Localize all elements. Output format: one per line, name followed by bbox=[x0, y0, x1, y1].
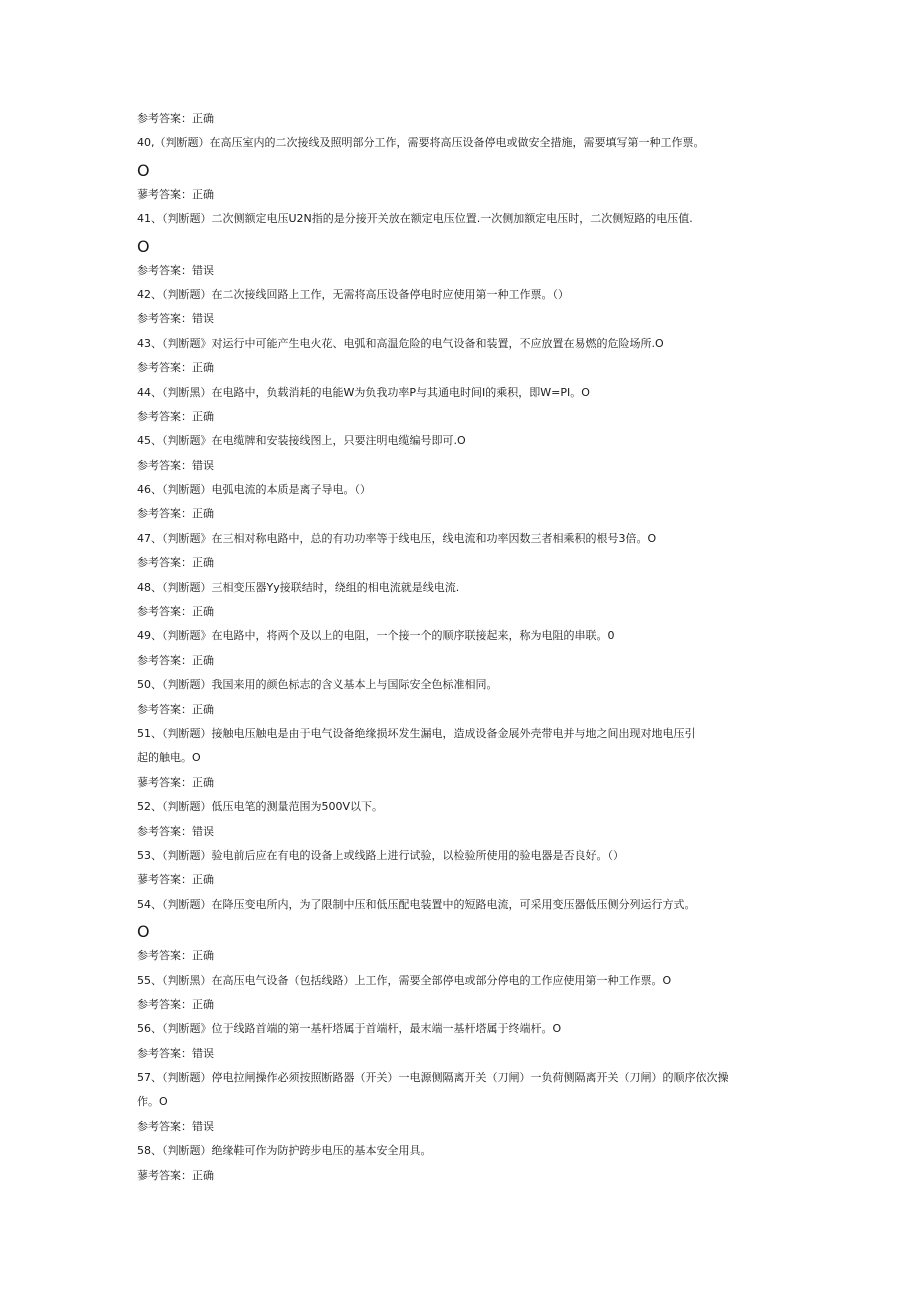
answer-line: 参考答案：错误 bbox=[137, 824, 214, 838]
question-line: 50、（判断题）我国来用的颜色标志的含义基本上与国际安全色标准相同。 bbox=[137, 678, 498, 692]
question-line: 42、（判断题）在二次接线回路上工作，无需将高压设备停电时应使用第一种工作票。（） bbox=[137, 287, 569, 301]
question-line: 51、（判断题）接触电压触电是由于电气设备绝缘损坏发生漏电，造成设备金展外壳带电并与地之间出现对地电压引 bbox=[137, 726, 696, 740]
question-line: 53、（判断题）验电前后应在有电的设备上或线路上进行试验，以检验所使用的验电器是否良好。（） bbox=[137, 848, 624, 862]
answer-line: 参考答案：正确 bbox=[137, 653, 214, 667]
answer-line: 蓼考答案：正确 bbox=[137, 775, 214, 789]
question-line: 56、（判断题》位于线路首端的第一基杆塔属于首端杆，最末端一基杆塔属于终端杆。O bbox=[137, 1022, 562, 1036]
answer-line: 参考答案：错误 bbox=[137, 1046, 214, 1060]
answer-line: 参考答案：正确 bbox=[137, 361, 214, 375]
question-line: 54、（判断题）在降压变电所内，为了限制中压和低压配电装置中的短路电流，可采用变压器低压侧分列运行方式。 bbox=[137, 897, 696, 911]
answer-line: 参考答案：错误 bbox=[137, 458, 214, 472]
answer-blank-marker: O bbox=[137, 160, 150, 180]
answer-line: 参考答案：错误 bbox=[137, 263, 214, 277]
question-continuation: 起的触电。O bbox=[137, 751, 201, 765]
question-continuation: 作。O bbox=[137, 1095, 168, 1109]
question-line: 41、（判断题）二次侧额定电压U2N指的是分接开关放在额定电压位置.一次侧加额定电压时，二次侧短路的电压值. bbox=[137, 212, 693, 226]
answer-line: 蓼考答案：正确 bbox=[137, 187, 214, 201]
question-line: 55、（判断黑）在高压电气设备（包括线路）上工作，需要全部停电或部分停电的工作应使用第一种工作票。O bbox=[137, 973, 672, 987]
answer-line: 参考答案：正确 bbox=[137, 112, 214, 125]
answer-line: 蓼考答案：正确 bbox=[137, 1168, 214, 1182]
question-line: 43、（判断题》对运行中可能产生电火花、电弧和高温危险的电气设备和装置，不应放置在易燃的危险场所.O bbox=[137, 336, 664, 350]
question-line: 40,（判断题）在高压室内的二次接线及照明部分工作，需要将高压设备停电或做安全措施，需要填写第一种工作票。 bbox=[137, 136, 705, 150]
answer-line: 参考答案：错误 bbox=[137, 1119, 214, 1133]
question-line: 57、（判断题）停电拉闸操作必须按照断路器（开关）一电源侧隔离开关（刀闸）一负荷侧隔离开关（刀闸）的顺序依次操 bbox=[137, 1071, 729, 1085]
question-line: 44、（判断黑）在电路中，负载消耗的电能W为负我功率P与其通电时间I的乘积，即W=PI。O bbox=[137, 385, 590, 399]
answer-blank-marker: O bbox=[137, 922, 150, 942]
question-line: 49、（判断题》在电路中，将两个及以上的电阻，一个接一个的顺序联接起来，称为电阻的串联。0 bbox=[137, 629, 615, 643]
answer-line: 参考答案：正确 bbox=[137, 702, 214, 716]
question-line: 47、（判断题》在三相对称电路中，总的有功功率等于线电压，线电流和功率因数三者相乘积的根号3倍。O bbox=[137, 531, 657, 545]
document-page bbox=[137, 112, 797, 1193]
answer-blank-marker: O bbox=[137, 236, 150, 256]
question-line: 48、（判断题）三相变压器Yy接联结时，绕组的相电流就是线电流. bbox=[137, 580, 460, 594]
answer-line: 参考答案：正确 bbox=[137, 997, 214, 1011]
answer-line: 参考答案：错误 bbox=[137, 312, 214, 326]
answer-line: 参考答案：正确 bbox=[137, 949, 214, 963]
answer-line: 参考答案：正确 bbox=[137, 409, 214, 423]
question-line: 45、（判断题》在电缆牌和安装接线图上，只要注明电缆编号即可.O bbox=[137, 434, 466, 448]
question-line: 46、（判断题）电弧电流的本质是离子导电。（） bbox=[137, 483, 371, 497]
answer-line: 蓼考答案：正确 bbox=[137, 873, 214, 887]
answer-line: 参考答案：正确 bbox=[137, 507, 214, 521]
question-line: 52、（判断题）低压电笔的测量范围为500V以下。 bbox=[137, 800, 384, 814]
answer-line: 参考答案：正确 bbox=[137, 556, 214, 570]
question-line: 58、（判断题）绝缘鞋可作为防护跨步电压的基本安全用具。 bbox=[137, 1144, 432, 1158]
answer-line: 参考答案：正确 bbox=[137, 605, 214, 619]
